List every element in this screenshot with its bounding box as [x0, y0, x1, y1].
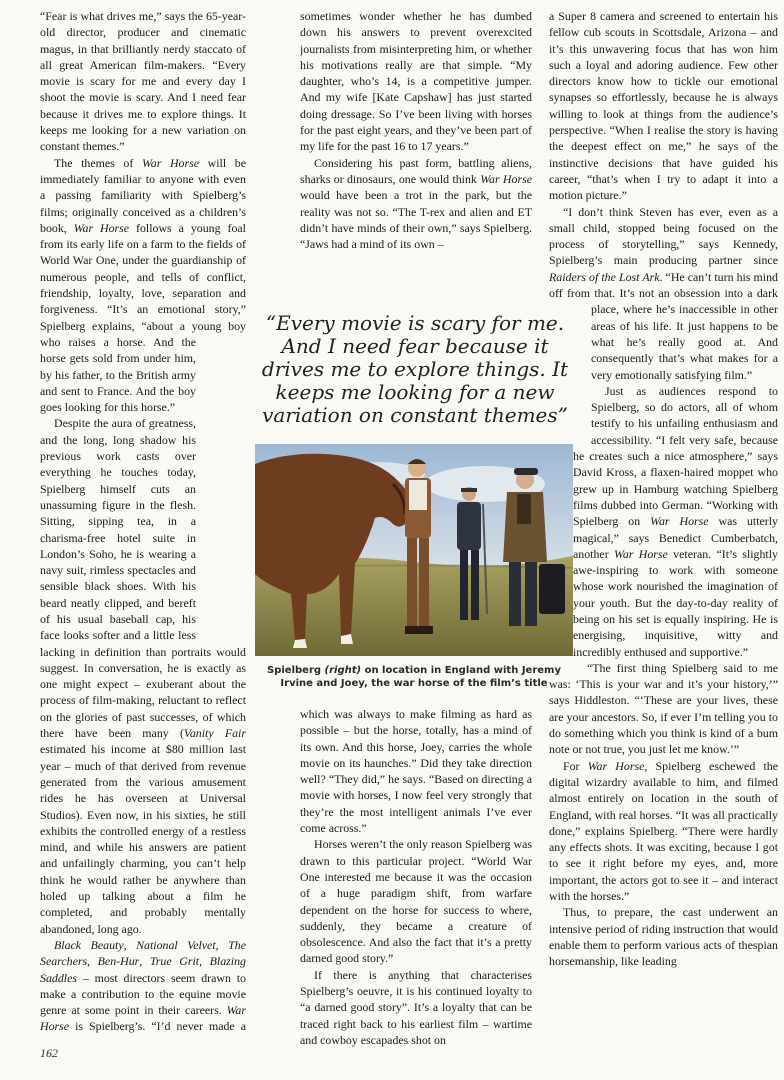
paragraph: “Fear is what drives me,” says the 65-year-old director, producer and cinematic magus, in that brilliantly nerdy staccato of all great American film-makers. “Every movie is scary for me and every day I shoot the movie is scary. And I need fear because it drives me to explore things. It keeps me looking for a new variation on constant themes.”: [40, 9, 246, 154]
paragraph: Just as audiences respond to Spielberg, so do actors, all of whom testify to his unfailing enthusiasm and accessibility. “I felt very safe, because he creates such a nice atmosphere,” says David Kross, a flaxen-haired moppet who grew up in Hamburg watching Spielberg films dubbed into German. “Working with Spielberg on War Horse was utterly magical,” says Benedict Cumberbatch, another War Horse veteran. “It’s slightly awe-inspiring to work with someone whose work nourished the imagination of your youth. But the day-to-day reality of being on his set is equally inspiring. He is energising, inquisitive, witty and incredibly enthused and supportive.”: [573, 383, 778, 659]
paragraph: Horses weren’t the only reason Spielberg was drawn to this particular project. “World War One interested me because it was the occasion of a huge paradigm shift, from warfare dependent on the horse for success to where, suddenly, they became a creature of obsolescence. And also the fact that it’s a pretty darned good story.”: [300, 837, 532, 966]
pull-quote: “Every movie is scary for me. And I need fear because it drives me to explore things. It keeps me looking for a new variation on constant themes”: [261, 311, 569, 427]
photo-wrap-spacer: [196, 338, 246, 640]
article-column-3: [549, 8, 778, 1076]
paragraph: a Super 8 camera and screened to entertain his fellow cub scouts in Scottsdale, Arizona – and it’s this unwavering focus that has won him such a loyal and adoring audience. Few other directors know how to tickle our emotional synapses so effortlessly, because he is always willing to look at things from the audience’s perspective. “When I realise the story is having the deepest effect on me,” he says of the instinctive decisions that have guided his career, “that’s when I try to adapt it into a motion picture.”: [549, 9, 778, 203]
paragraph: which was always to make filming as hard as possible – but the horse, totally, has a mind of its own. And this horse, Joey, carries the whole movie on its haunches.” Did they take direction well? “They did,” he says. “Based on directing a movie with horses, I now feel very strongly that they’re the most intelligent animals I’ve ever come across.”: [300, 707, 532, 836]
page-number: 162: [40, 1046, 58, 1060]
paragraph: Black Beauty, National Velvet, The Searchers, Ben-Hur, True Grit, Blazing Saddles – most directors seem drawn to make a contribution to the equine movie genre at some point in their careers. War Horse is Spielberg’s. “I’d never made a: [40, 937, 246, 1034]
article-column-2-top: [300, 8, 532, 310]
paragraph: For War Horse, Spielberg eschewed the digital wizardry available to him, and filmed almost entirely on location in the south of England, with real horses. “It was all practically done,” explains Spielberg. “There were hardly any effects shots. It was exciting, because I got to see it right before my eyes, and, more important, the actors got to see it – and interact with the horses.”: [549, 758, 778, 904]
paragraph: Thus, to prepare, the cast underwent an intensive period of riding instruction that would enable them to perform various acts of thespian horsemanship, like leading: [549, 905, 778, 969]
paragraph: “The first thing Spielberg said to me was: ‘This is your war and it’s your history,’” says Hiddleston. “‘These are your lives, these are your ancestors. So, if ever I’m telling you to do something which you think is kind of a bum note or not true, you just let me know.’”: [549, 660, 778, 757]
caption-lead: Spielberg: [267, 665, 325, 676]
photo-caption: [255, 664, 573, 690]
caption-rest: on location in England with Jeremy Irvine and Joey, the war horse of the film’s title: [280, 665, 561, 689]
photo-spielberg-on-location: [255, 444, 573, 656]
pullquote-wrap-spacer: [549, 316, 591, 436]
paragraph: sometimes wonder whether he has dumbed down his answers to prevent overexcited journalists from misinterpreting him, or whether his motivations really are that simple. “My daughter, who’s 14, is a competitive jumper. And my wife [Kate Capshaw] has just started doing dressage. So I’ve been living with horses for the past eight years, and they’ve been part of my life for the past 16 to 17 years.”: [300, 9, 532, 154]
photo-illustration: [255, 444, 573, 656]
paragraph: If there is anything that characterises Spielberg’s oeuvre, it is his continued loyalty to “a darned good story”. It’s a loyalty that can be traced right back to his earliest film – wartime and cowboy escapades shot on: [300, 967, 532, 1047]
photo-wrap-spacer: [549, 436, 573, 676]
paragraph: Despite the aura of greatness, and the long, long shadow his previous work casts over everything he touches today, Spielberg himself cuts an unassuming figure in the flesh. Sitting, sipping tea, in a charisma-free hotel suite in London’s Soho, he is wearing a navy suit, rimless spectacles and sensible black shoes. With his beard neatly clipped, and bereft of his usual baseball cap, his face looks softer and a little less lacking in definition than portraits would suggest. In conversation, he is exactly as one might expect – exuberant about the process of film-making, reluctant to reflect on the glories of past successes, of which there have been many (Vanity Fair estimated his income at $80 million last year – much of that derived from revenue generated from the various amusement rides he has overseen at Universal Studios). Even now, in his sixties, he still exhibits the controlled energy of a restless mind, and while his answers are patient and unfailingly charming, you can’t help think he would rather be anywhere than holed up talking about a film he completed, and probably mentally abandoned, long ago.: [40, 416, 246, 936]
paragraph: Considering his past form, battling aliens, sharks or dinosaurs, one would think War Horse would have been a trot in the park, but the reality was not so. “The T-rex and alien and ET didn’t have minds of their own,” says Spielberg. “Jaws had a mind of its own –: [300, 155, 532, 252]
article-column-1: [40, 8, 246, 1036]
paragraph: “I don’t think Steven has ever, even as a small child, stopped being focused on the process of storytelling,” says Kennedy, Spielberg’s main producing partner since Raiders of the Lost Ark. “He can’t turn his mind off from that. It’s not an obsession into a dark place, where he’s inaccessible in other areas of his life. It just happens to be what he’s really good at. And consequently that’s what makes for a very emotionally satisfying film.”: [549, 204, 778, 382]
article-column-2-bottom: [300, 706, 532, 1066]
paragraph: The themes of War Horse will be immediately familiar to anyone with even a passing familiarity with Spielberg’s films; originally conceived as a children’s book, War Horse follows a young foal from its early life on a farm to the fields of World War One, under the guardianship of numerous people, and tells of conflict, friendship, loyalty, love, separation and forgiveness. “It’s an emotional story,” Spielberg explains, “about a young boy who raises a horse. And the horse gets sold from under him, by his father, to the British army and sent to France. And the boy goes looking for this horse.”: [40, 155, 246, 415]
caption-italic: (right): [324, 665, 362, 676]
